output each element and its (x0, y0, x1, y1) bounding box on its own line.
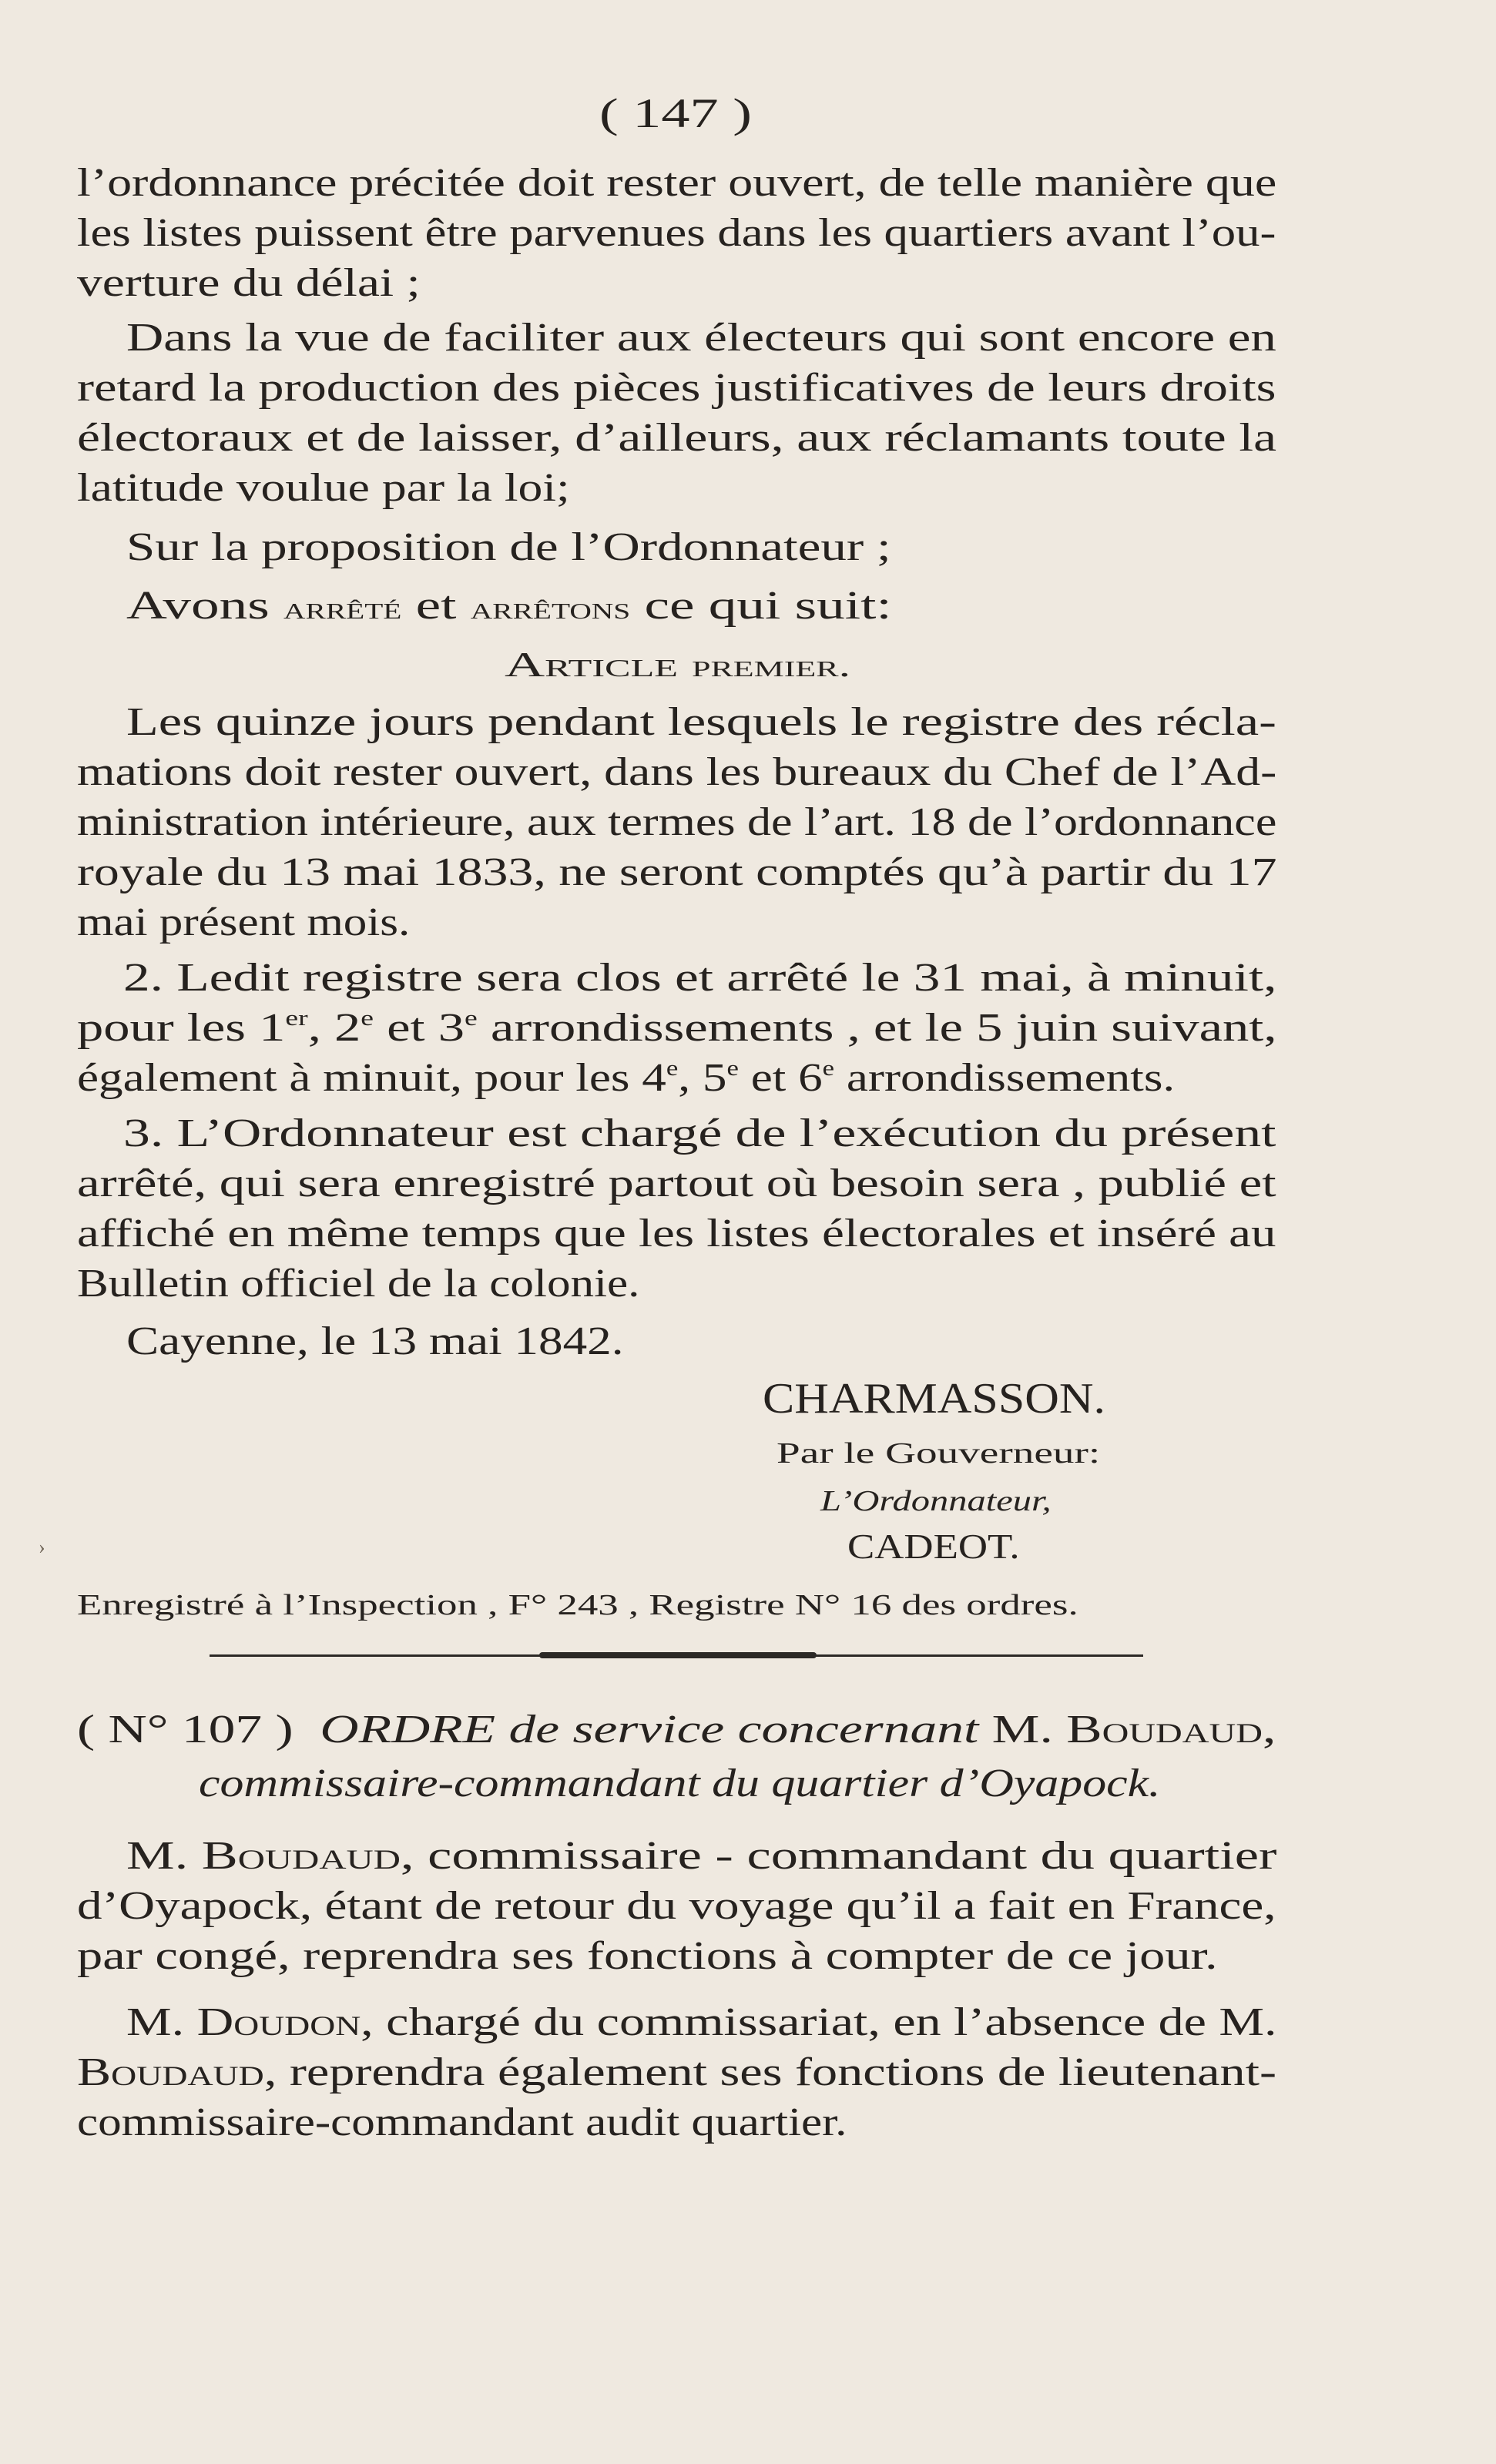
article-heading (505, 647, 850, 682)
text-run: , reprendra également ses fonctions de lieutenant- (263, 2050, 1277, 2094)
margin-mark: › (39, 1536, 45, 1558)
superscript: e (465, 1006, 478, 1031)
text-line: latitude voulue par la loi; (77, 466, 570, 510)
text-run: , 5 (678, 1056, 727, 1100)
section-divider-ornament (539, 1652, 817, 1658)
text-line: mai présent mois. (77, 900, 411, 944)
signature-governor: CHARMASSON. (763, 1375, 1105, 1423)
article-heading-word: Article (505, 645, 678, 684)
text-line: mations doit rester ouvert, dans les bureaux du Chef de l’Ad- (77, 750, 1277, 794)
text-run: arrondissements. (834, 1056, 1176, 1100)
order-heading (77, 1710, 1276, 1750)
decree-line (126, 586, 892, 626)
order-number: ( N° 107 ) (77, 1708, 293, 1752)
signature-ordonnateur: CADEOT. (847, 1527, 1020, 1566)
registration-line: Enregistré à l’Inspection , F° 243 , Registre N° 16 des ordres. (77, 1589, 1078, 1621)
decree-word: ce qui suit: (644, 584, 892, 628)
text-line: 3. L’Ordonnateur est chargé de l’exécution du présent (123, 1111, 1276, 1155)
superscript: er (285, 1006, 308, 1031)
text-line: l’ordonnance précitée doit rester ouvert, de telle manière que (77, 161, 1277, 205)
text-run: arrondissements , et le 5 juin suivant, (477, 1006, 1277, 1050)
order-title-m: M. (991, 1708, 1053, 1752)
order-title-name: Boudaud, (1066, 1708, 1276, 1752)
order-title: ORDRE de service concernant (320, 1708, 979, 1752)
text-line (126, 2000, 1277, 2044)
text-run: et 3 (373, 1006, 465, 1050)
text-line: Les quinze jours pendant lesquels le registre des récla- (126, 700, 1276, 744)
text-line (77, 1058, 1175, 1098)
date-line: Cayenne, le 13 mai 1842. (126, 1319, 624, 1363)
text-run: et 6 (738, 1056, 823, 1100)
text-run: , chargé du commissariat, en l’absence de M. (361, 2000, 1277, 2044)
text-line: royale du 13 mai 1833, ne seront comptés qu’à partir du 17 (77, 850, 1277, 894)
text-line: Bulletin officiel de la colonie. (77, 1262, 640, 1306)
text-run: M. (126, 1834, 189, 1878)
text-run: , 2 (307, 1006, 361, 1050)
order-heading-line2: commissaire-commandant du quartier d’Oyapock. (199, 1762, 1161, 1805)
decree-word-arrete: arrêté (283, 591, 402, 625)
text-line: affiché en même temps que les listes électorales et inséré au (77, 1212, 1276, 1255)
text-line: par congé, reprendra ses fonctions à compter de ce jour. (77, 1934, 1218, 1978)
text-line: Dans la vue de faciliter aux électeurs qui sont encore en (126, 316, 1276, 360)
signature-role: L’Ordonnateur, (820, 1485, 1052, 1517)
superscript: e (666, 1056, 679, 1081)
text-line: retard la production des pièces justificatives de leurs droits (77, 366, 1276, 410)
decree-word: et (415, 584, 457, 628)
text-line: d’Oyapock, étant de retour du voyage qu’il a fait en France, (77, 1884, 1276, 1928)
text-line: verture du délai ; (77, 261, 421, 305)
text-line: Sur la proposition de l’Ordonnateur ; (126, 525, 891, 569)
text-line: 2. Ledit registre sera clos et arrêté le 31 mai, à minuit, (123, 956, 1277, 1000)
decree-word-arretons: arrêtons (470, 591, 631, 625)
text-line: ministration intérieure, aux termes de l’art. 18 de l’ordonnance (77, 800, 1277, 844)
text-run: également à minuit, pour les 4 (77, 1056, 666, 1100)
person-name: Doudon (196, 2000, 361, 2044)
superscript: e (822, 1056, 835, 1081)
signature-by-governor: Par le Gouverneur: (777, 1437, 1101, 1470)
text-line (77, 1008, 1276, 1048)
text-line: arrêté, qui sera enregistré partout où besoin sera , publié et (77, 1162, 1276, 1205)
text-line (126, 1836, 1276, 1876)
text-run: , commissaire - commandant du quartier (400, 1834, 1277, 1878)
text-line (77, 2050, 1277, 2094)
superscript: e (726, 1056, 739, 1081)
page-number: ( 147 ) (599, 90, 752, 136)
text-run: pour les 1 (77, 1006, 286, 1050)
superscript: e (361, 1006, 374, 1031)
person-name: Boudaud (77, 2050, 264, 2094)
decree-word: Avons (126, 584, 270, 628)
text-line: commissaire-commandant audit quartier. (77, 2100, 847, 2144)
text-run: M. (126, 2000, 185, 2044)
text-line: électoraux et de laisser, d’ailleurs, aux réclamants toute la (77, 416, 1277, 460)
text-line: les listes puissent être parvenues dans les quartiers avant l’ou- (77, 211, 1276, 255)
person-name: Boudaud (201, 1834, 401, 1878)
article-heading-word: premier. (692, 649, 851, 683)
